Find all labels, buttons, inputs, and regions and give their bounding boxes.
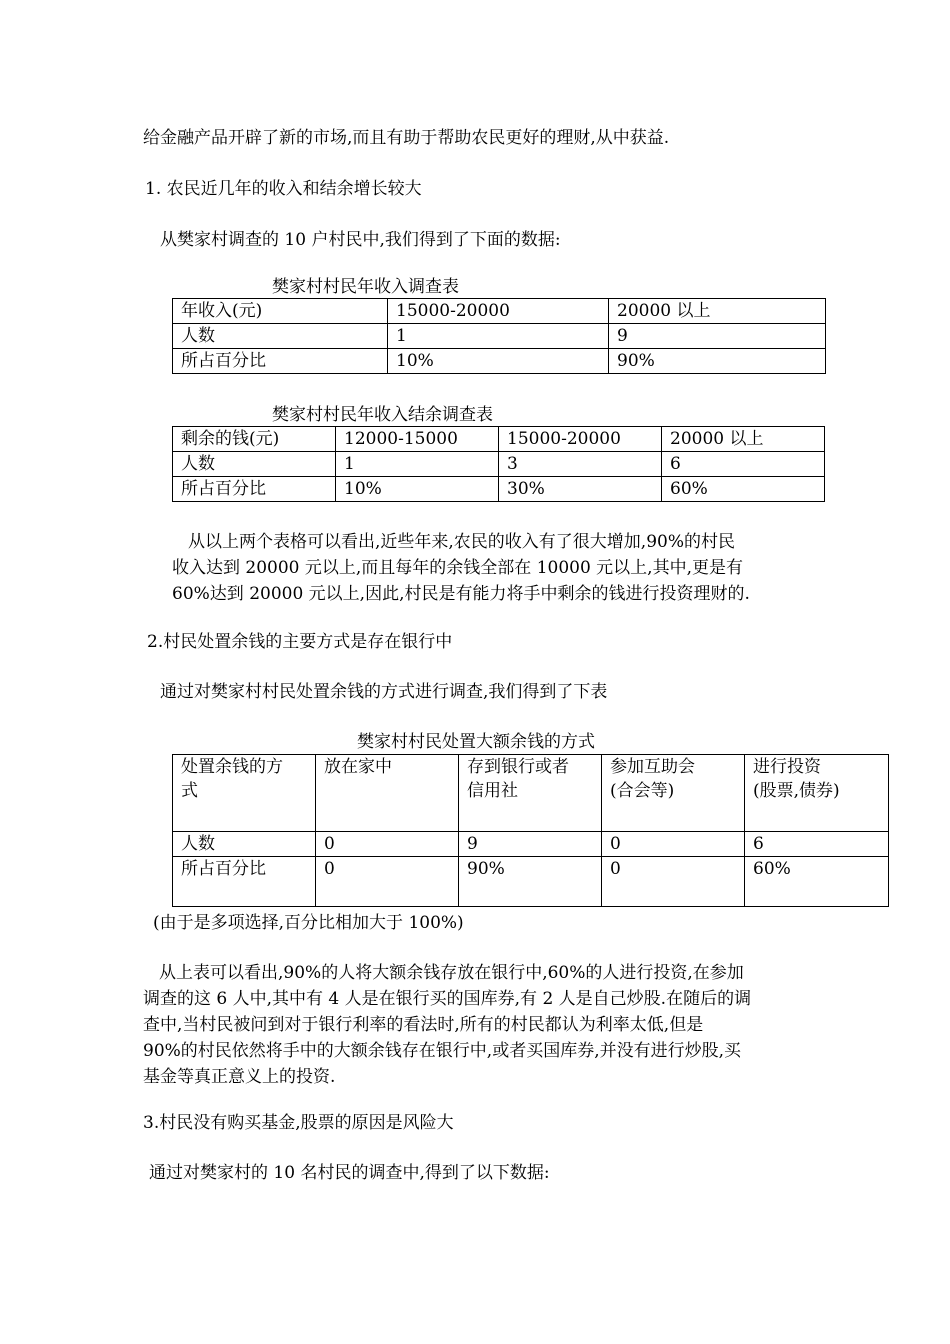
table-cell: 20000 以上: [662, 427, 825, 452]
table-cell: 人数: [173, 324, 388, 349]
table-cell: 6: [662, 452, 825, 477]
intro-paragraph: 给金融产品开辟了新的市场,而且有助于帮助农民更好的理财,从中获益.: [143, 128, 670, 148]
table-cell: 9: [459, 832, 602, 857]
table-cell: 3: [499, 452, 662, 477]
table-cell: 所占百分比: [173, 857, 316, 907]
section1-heading: 1. 农民近几年的收入和结余增长较大: [145, 179, 422, 199]
table-cell: 人数: [173, 452, 336, 477]
table-cell: 0: [316, 832, 459, 857]
section2-analysis: [143, 960, 751, 1090]
text-line: 60%达到 20000 元以上,因此,村民是有能力将手中剩余的钱进行投资理财的.: [172, 584, 750, 604]
section2-lead: 通过对樊家村村民处置余钱的方式进行调查,我们得到了下表: [160, 682, 608, 702]
table3-note: (由于是多项选择,百分比相加大于 100%): [153, 913, 464, 933]
table-cell: 60%: [745, 857, 889, 907]
text-line: 从以上两个表格可以看出,近些年来,农民的收入有了很大增加,90%的村民: [188, 532, 735, 552]
text-line: 基金等真正意义上的投资.: [143, 1067, 336, 1087]
table-row: [173, 832, 889, 857]
text-line: 从上表可以看出,90%的人将大额余钱存放在银行中,60%的人进行投资,在参加: [159, 963, 744, 983]
table-cell: 90%: [459, 857, 602, 907]
table-cell: 剩余的钱(元): [173, 427, 336, 452]
section2-heading: 2.村民处置余钱的主要方式是存在银行中: [147, 632, 453, 652]
table-header-cell: 参加互助会 (合会等): [602, 755, 745, 832]
surplus-table: [172, 426, 825, 502]
table-row: [173, 857, 889, 907]
surplus-method-table: [172, 754, 889, 907]
table-row: [173, 349, 826, 374]
table-header-cell: 处置余钱的方 式: [173, 755, 316, 832]
table-cell: 0: [602, 857, 745, 907]
table-cell: 60%: [662, 477, 825, 502]
table-header-cell: 放在家中: [316, 755, 459, 832]
text-line: 调查的这 6 人中,其中有 4 人是在银行买的国库券,有 2 人是自己炒股.在随后的调: [143, 989, 752, 1009]
table2-caption: 樊家村村民年收入结余调查表: [272, 405, 493, 425]
table-cell: 1: [388, 324, 609, 349]
table-cell: 30%: [499, 477, 662, 502]
text-line: 90%的村民依然将手中的大额余钱存在银行中,或者买国库券,并没有进行炒股,买: [143, 1041, 741, 1061]
table-row: [173, 477, 825, 502]
table-cell: 人数: [173, 832, 316, 857]
table-header-cell: 存到银行或者 信用社: [459, 755, 602, 832]
table-cell: 10%: [388, 349, 609, 374]
section3-heading: 3.村民没有购买基金,股票的原因是风险大: [143, 1113, 454, 1133]
table-row: [173, 452, 825, 477]
table-cell: 1: [336, 452, 499, 477]
table-cell: 所占百分比: [173, 477, 336, 502]
table-cell: 15000-20000: [499, 427, 662, 452]
income-table: [172, 298, 826, 374]
section3-lead: 通过对樊家村的 10 名村民的调查中,得到了以下数据:: [149, 1163, 550, 1183]
table-cell: 年收入(元): [173, 299, 388, 324]
table-cell: 15000-20000: [388, 299, 609, 324]
table-cell: 9: [609, 324, 826, 349]
table-header-row: [173, 755, 889, 832]
table-cell: 90%: [609, 349, 826, 374]
table-row: [173, 324, 826, 349]
table-cell: 12000-15000: [336, 427, 499, 452]
table-cell: 10%: [336, 477, 499, 502]
table-cell: 6: [745, 832, 889, 857]
table-cell: 0: [316, 857, 459, 907]
table-cell: 0: [602, 832, 745, 857]
text-line: 收入达到 20000 元以上,而且每年的余钱全部在 10000 元以上,其中,更是有: [172, 558, 743, 578]
table-cell: 20000 以上: [609, 299, 826, 324]
table3-caption: 樊家村村民处置大额余钱的方式: [357, 732, 595, 752]
table-row: [173, 299, 826, 324]
text-line: 查中,当村民被问到对于银行利率的看法时,所有的村民都认为利率太低,但是: [143, 1015, 704, 1035]
table-header-cell: 进行投资 (股票,债券): [745, 755, 889, 832]
table-row: [173, 427, 825, 452]
section1-conclusion: [172, 529, 750, 607]
table1-caption: 樊家村村民年收入调查表: [272, 277, 459, 297]
section1-lead: 从樊家村调查的 10 户村民中,我们得到了下面的数据:: [160, 230, 561, 250]
table-cell: 所占百分比: [173, 349, 388, 374]
